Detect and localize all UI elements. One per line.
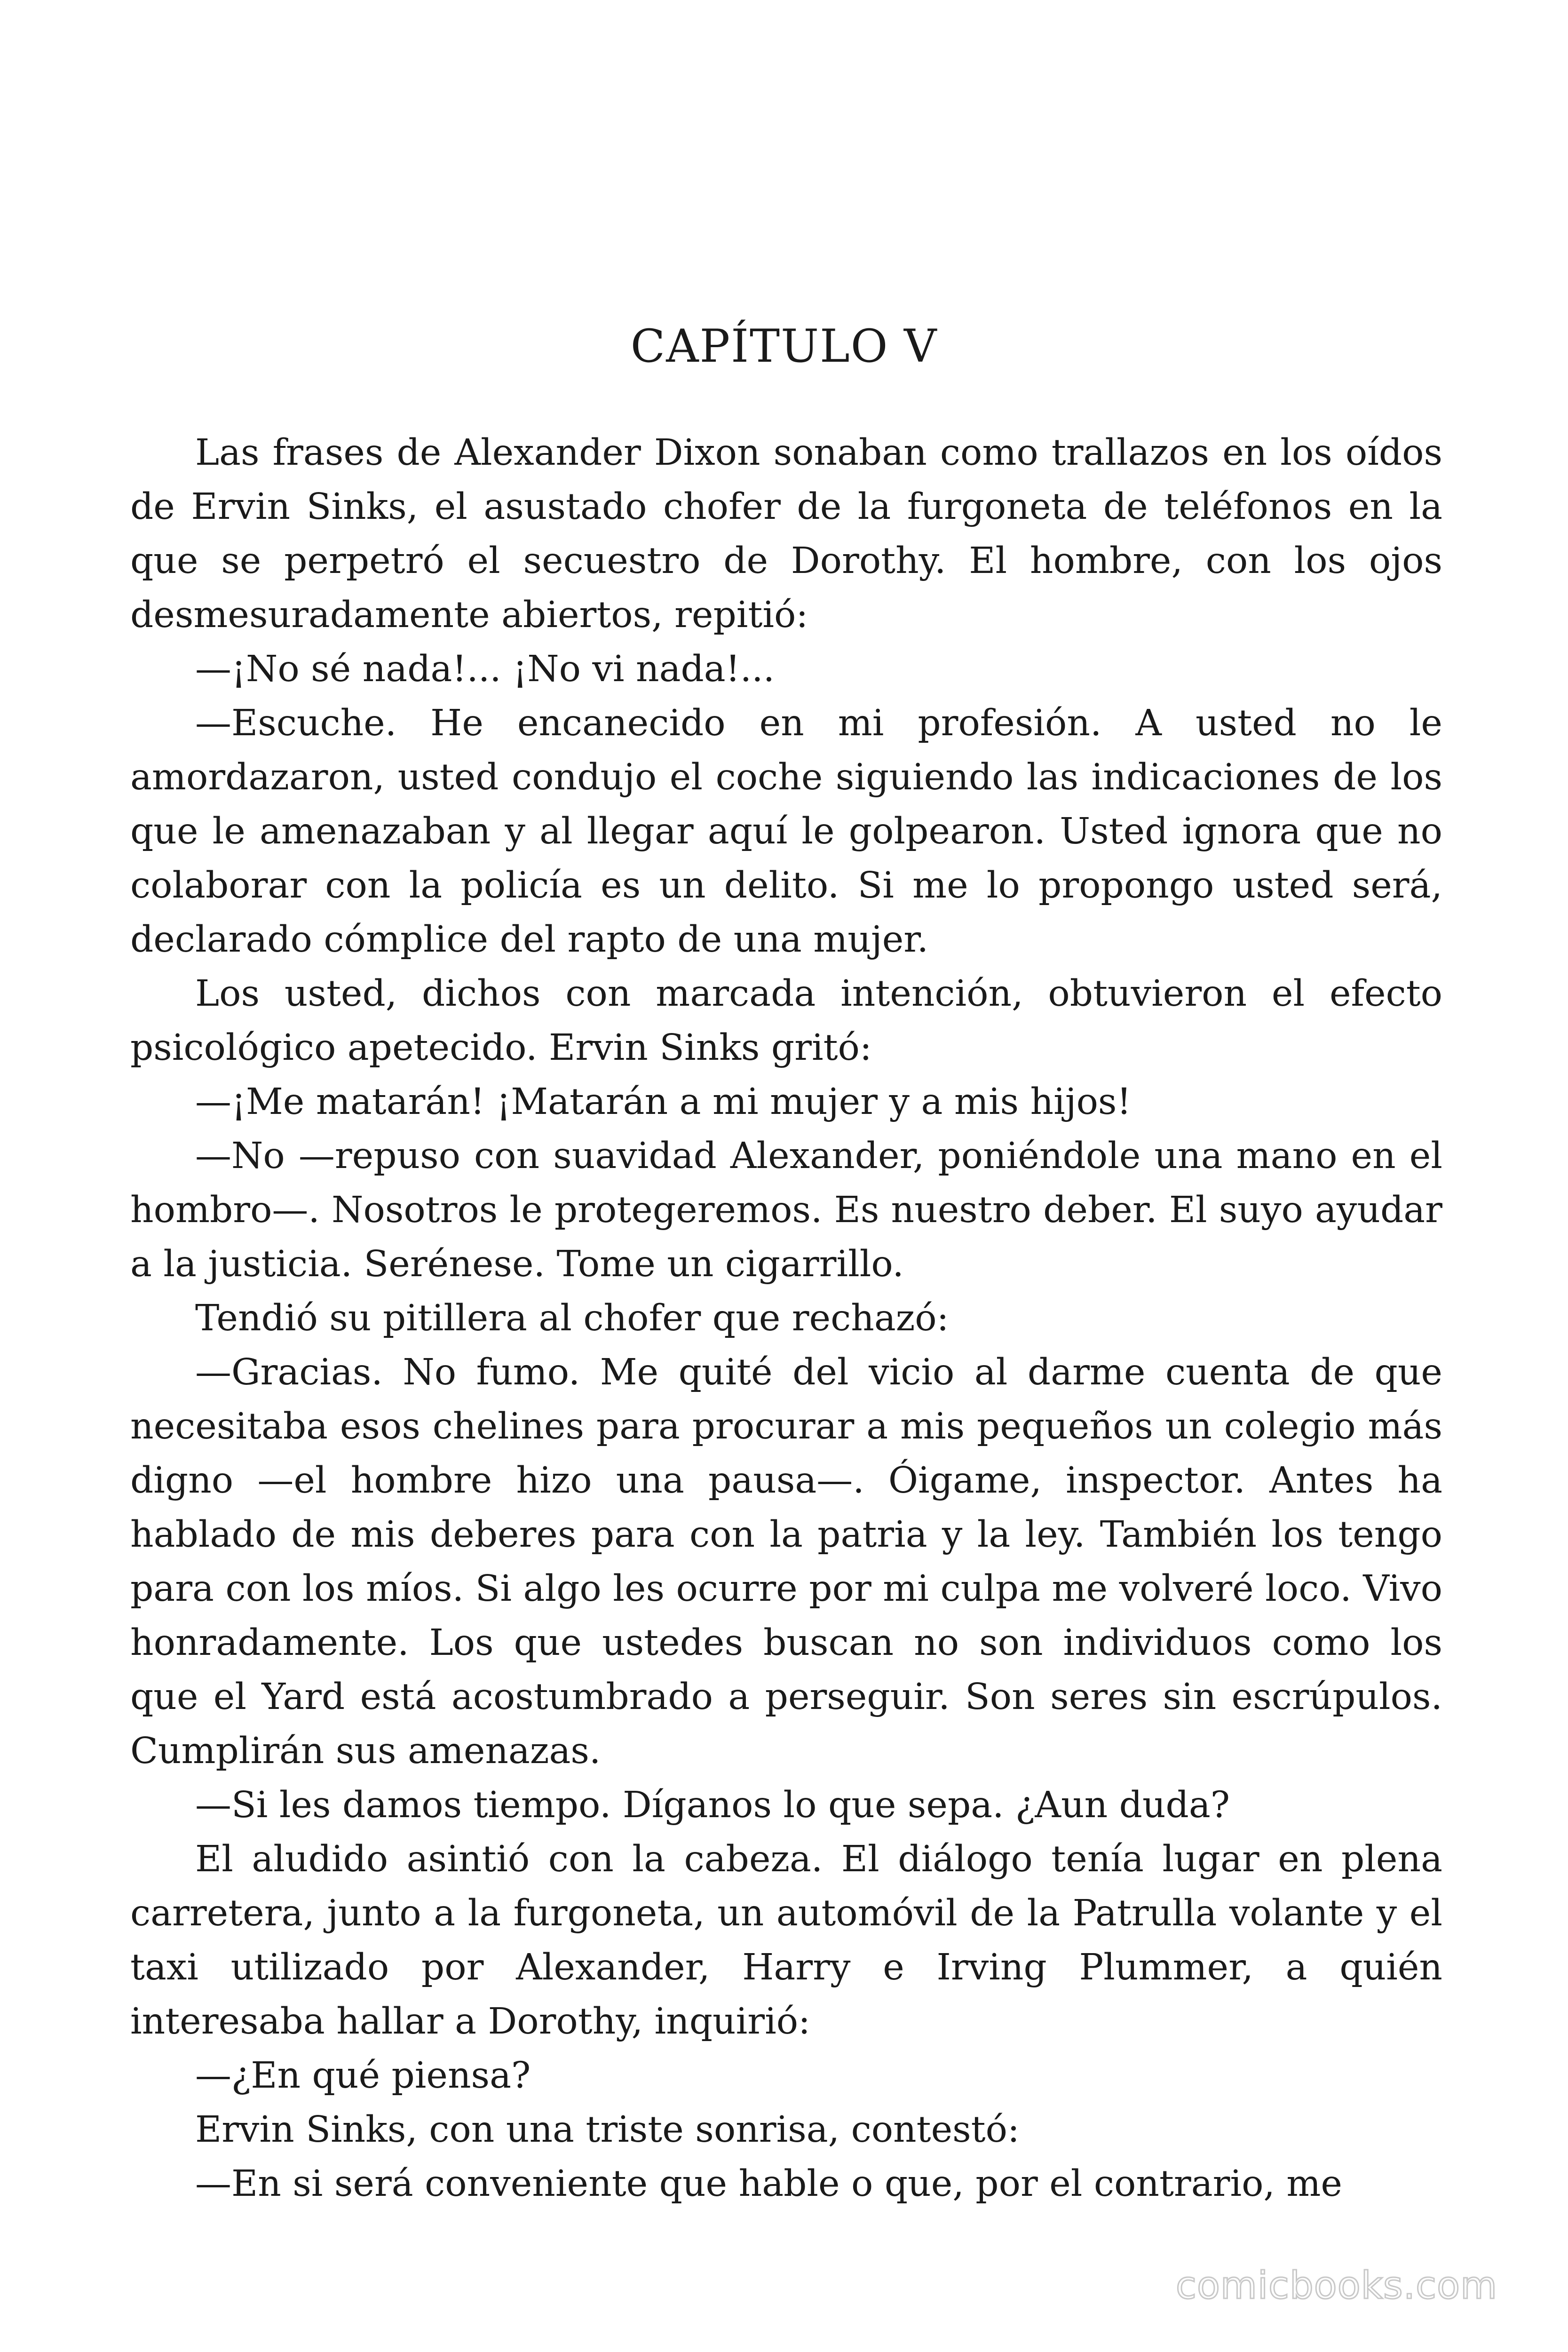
paragraph: —¡No sé nada!... ¡No vi nada!... xyxy=(195,648,775,690)
paragraph: —¡Me matarán! ¡Matarán a mi mujer y a mis hijos! xyxy=(195,1081,1132,1123)
paragraph: El aludido asintió con la cabeza. El diálogo tenía lugar en plena carretera, junto a la furgoneta, un automóvil de la Patrulla volante y el taxi utilizado por Alexander, Harry e Irving Plummer, a quién interesaba hallar a Dorothy, inquirió: xyxy=(130,1838,1442,2042)
paragraph: —Gracias. No fumo. Me quité del vicio al darme cuenta de que necesitaba esos chelines para procurar a mis pequeños un colegio más digno —el hombre hizo una pausa—. Óigame, inspector. Antes ha hablado de mis deberes para con la patria y la ley. También los tengo para con los míos. Si algo les ocurre por mi culpa me volveré loco. Vivo honradamente. Los que ustedes buscan no son individuos como los que el Yard está acostumbrado a perseguir. Son seres sin escrúpulos. Cumplirán sus amenazas. xyxy=(130,1351,1442,1772)
paragraph: Las frases de Alexander Dixon sonaban como trallazos en los oídos de Ervin Sinks, el asustado chofer de la furgoneta de teléfonos en la que se perpetró el secuestro de Dorothy. El hombre, con los ojos desmesuradamente abiertos, repitió: xyxy=(130,432,1442,636)
paragraph: —No —repuso con suavidad Alexander, poniéndole una mano en el hombro—. Nosotros le protegeremos. Es nuestro deber. El suyo ayudar a la justicia. Serénese. Tome un cigarrillo. xyxy=(130,1135,1442,1285)
body-text xyxy=(130,426,1442,2211)
paragraph: Tendió su pitillera al chofer que rechazó: xyxy=(195,1297,949,1339)
paragraph: Los usted, dichos con marcada intención, obtuvieron el efecto psicológico apetecido. Ervin Sinks gritó: xyxy=(130,973,1442,1069)
paragraph: Ervin Sinks, con una triste sonrisa, contestó: xyxy=(195,2109,1020,2151)
paragraph: —Si les damos tiempo. Díganos lo que sepa. ¿Aun duda? xyxy=(195,1784,1230,1826)
watermark: comicbooks.com xyxy=(1175,2264,1497,2307)
paragraph: —Escuche. He encanecido en mi profesión. A usted no le amordazaron, usted condujo el coche siguiendo las indicaciones de los que le amenazaban y al llegar aquí le golpearon. Usted ignora que no colaborar con la policía es un delito. Si me lo propongo usted será, declarado cómplice del rapto de una mujer. xyxy=(130,702,1442,961)
paragraph: —En si será conveniente que hable o que, por el contrario, me xyxy=(195,2163,1342,2205)
chapter-title: CAPÍTULO V xyxy=(630,320,938,373)
paragraph: —¿En qué piensa? xyxy=(195,2055,531,2097)
